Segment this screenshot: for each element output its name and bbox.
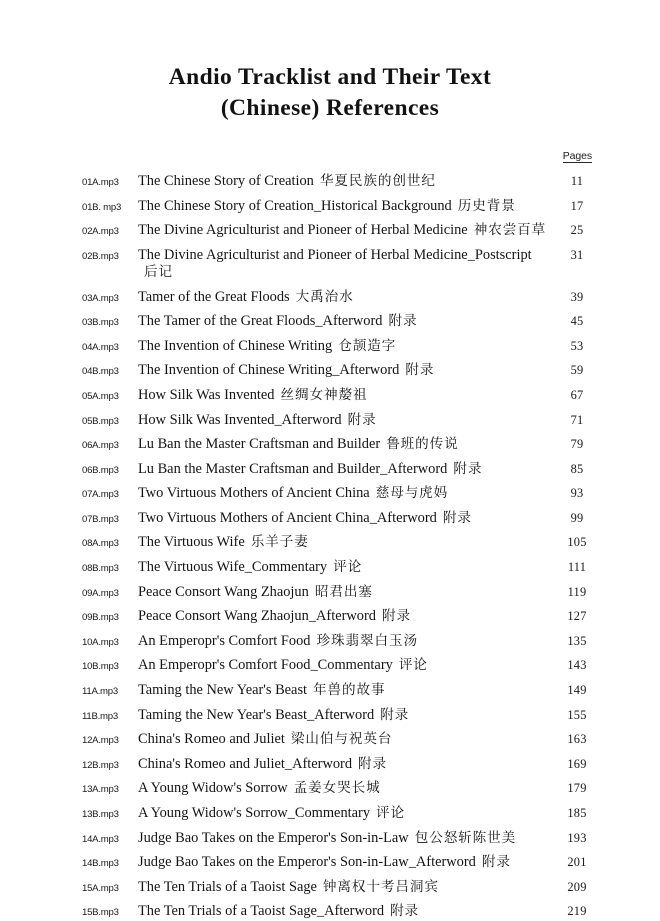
track-title [138,854,554,872]
track-title-chinese: 梁山伯与祝英台 [290,731,393,748]
track-row [82,387,600,405]
track-title-english: China's Romeo and Juliet [138,731,285,748]
track-title-english: Taming the New Year's Beast_Afterword [138,706,375,723]
track-page-number: 149 [567,683,587,698]
track-file-id: 13A.mp3 [82,784,119,796]
track-row [82,830,600,848]
pages-column-header-row [0,146,660,164]
track-page-number: 135 [567,633,587,648]
track-title-english: How Silk Was Invented_Afterword [138,411,342,428]
track-title-english: The Virtuous Wife_Commentary [138,559,328,576]
track-file-id: 06A.mp3 [82,440,119,452]
track-page-number: 93 [570,486,584,501]
track-file-id: 12B.mp3 [82,759,119,771]
track-title [138,412,554,430]
track-file-id: 04B.mp3 [82,366,119,378]
track-title [138,830,554,848]
track-title-chinese: 华夏民族的创世纪 [319,172,436,189]
track-title [138,313,554,331]
track-title-chinese: 乐羊子妻 [250,534,309,551]
track-title [138,633,554,651]
track-title-english: The Virtuous Wife [138,534,245,551]
track-title-chinese: 附录 [358,755,388,772]
track-file-id: 14A.mp3 [82,833,119,845]
track-file-id: 10A.mp3 [82,636,119,648]
track-page-number: 209 [567,879,587,894]
track-page-number: 85 [570,461,584,476]
track-title [138,173,554,191]
track-file-id: 11B.mp3 [82,710,118,722]
track-row [82,707,600,725]
track-file-id: 09B.mp3 [82,612,119,624]
track-title-chinese: 评论 [333,559,363,576]
track-page-number: 163 [567,732,587,747]
track-file-id: 10B.mp3 [82,661,119,673]
track-title-chinese: 神农尝百草 [473,222,547,239]
track-title-english: How Silk Was Invented [138,386,275,403]
track-title-english: A Young Widow's Sorrow [138,780,288,797]
track-page-number: 71 [570,412,584,427]
track-page-number: 99 [570,510,584,525]
track-title-chinese: 年兽的故事 [313,682,386,699]
track-page-number: 25 [570,223,584,238]
track-title-chinese: 附录 [380,706,410,723]
track-page-number: 79 [570,437,584,452]
track-row [82,485,600,503]
track-file-id: 13B.mp3 [82,809,119,820]
track-page-number: 201 [567,855,587,870]
track-row [82,559,600,577]
track-row [82,780,600,798]
track-title-chinese: 附录 [390,903,420,920]
track-row [82,731,600,749]
track-title [138,780,554,798]
track-row [82,173,600,191]
track-page-number: 127 [567,609,587,624]
track-title-english: Peace Consort Wang Zhaojun [138,583,309,600]
track-title-english: The Chinese Story of Creation [138,172,314,189]
track-row [82,854,600,872]
track-page-number: 105 [567,535,587,550]
track-title [138,338,554,356]
track-file-id: 08B.mp3 [82,563,119,575]
track-title-english: An Emperopr's Comfort Food [138,632,311,649]
track-row [82,510,600,528]
track-file-id: 03A.mp3 [82,292,119,304]
track-title-chinese: 钟离权十考吕洞宾 [322,878,439,895]
track-title-chinese: 慈母与虎妈 [375,485,449,502]
track-title-chinese: 评论 [376,805,406,821]
track-title [138,682,554,700]
track-row [82,879,600,897]
track-page-number: 219 [567,904,587,919]
track-row [82,198,600,216]
track-page-number: 11 [570,173,584,188]
track-title [138,247,554,282]
track-file-id: 07B.mp3 [82,513,119,525]
track-title [138,584,554,602]
track-page-number: 59 [570,363,584,378]
track-title [138,289,554,307]
track-title-english: The Ten Trials of a Taoist Sage_Afterword [138,903,385,920]
page-title [0,0,660,125]
track-row [82,903,600,921]
track-title-english: An Emperopr's Comfort Food_Commentary [138,657,393,674]
track-title [138,510,554,528]
track-row [82,412,600,430]
track-title-chinese: 丝绸女神嫠祖 [280,386,368,403]
track-title-english: The Divine Agriculturist and Pioneer of Herbal Medicine [138,222,468,239]
track-title-chinese: 评论 [398,657,428,674]
track-title-chinese: 昭君出塞 [314,583,373,600]
track-title-english: Judge Bao Takes on the Emperor's Son-in-Law [138,829,409,846]
track-page-number: 111 [567,560,587,575]
track-row [82,682,600,700]
track-row [82,362,600,380]
track-title [138,222,554,240]
track-title-chinese: 附录 [442,509,472,526]
track-title [138,485,554,503]
track-file-id: 01A.mp3 [82,176,119,188]
track-row [82,584,600,602]
track-row [82,534,600,552]
track-title-chinese: 后记 [144,264,173,281]
track-title-chinese: 鲁班的传说 [386,436,459,453]
track-title-chinese: 附录 [481,854,511,871]
track-page-number: 31 [570,247,584,262]
pages-column-header: Pages [562,149,592,162]
track-file-id: 04A.mp3 [82,341,119,353]
track-title [138,534,554,552]
tracklist [0,173,660,921]
track-title-english: The Divine Agriculturist and Pioneer of Herbal Medicine_Postscript [138,246,532,263]
track-file-id: 05A.mp3 [82,390,119,402]
track-title-english: Peace Consort Wang Zhaojun_Afterword [138,608,376,625]
track-title-chinese: 大禹治水 [295,288,354,305]
track-file-id: 07A.mp3 [82,489,119,501]
track-title [138,731,554,749]
track-file-id: 02B.mp3 [82,250,119,262]
track-title-english: Taming the New Year's Beast [138,682,308,699]
track-page-number: 193 [567,830,587,845]
track-page-number: 119 [567,584,587,599]
track-page-number: 143 [567,658,587,673]
track-title-english: The Ten Trials of a Taoist Sage [138,878,317,895]
track-title-chinese: 包公怒斩陈世美 [414,829,517,846]
track-title [138,805,554,823]
track-row [82,633,600,651]
track-file-id: 11A.mp3 [82,686,118,698]
track-row [82,805,600,823]
track-file-id: 01B. mp3 [82,201,122,213]
track-title [138,461,554,479]
track-title [138,879,554,897]
track-file-id: 12A.mp3 [82,735,119,747]
track-file-id: 09A.mp3 [82,587,119,599]
track-title [138,198,554,216]
track-page-number: 179 [567,781,587,796]
page-title-line-2: (Chinese) References [220,95,440,122]
track-title-chinese: 孟姜女哭长城 [293,780,381,797]
track-row [82,657,600,675]
track-title [138,362,554,380]
track-title-english: Judge Bao Takes on the Emperor's Son-in-Law_Afterword [138,854,476,871]
track-page-number: 45 [570,314,584,329]
track-title-chinese: 附录 [388,313,418,330]
track-file-id: 15B.mp3 [82,907,119,919]
track-page-number: 39 [570,289,584,304]
track-title-english: The Invention of Chinese Writing_Afterword [138,362,400,379]
track-title [138,707,554,725]
track-title [138,608,554,626]
track-row [82,461,600,479]
track-row [82,313,600,331]
track-file-id: 03B.mp3 [82,317,119,329]
track-row [82,338,600,356]
track-row [82,756,600,774]
page-title-line-1: Andio Tracklist and Their Text [168,64,492,90]
track-title-english: Lu Ban the Master Craftsman and Builder [138,436,381,453]
track-title-chinese: 附录 [381,608,411,625]
track-title-english: The Invention of Chinese Writing [138,337,333,354]
track-row [82,608,600,626]
track-file-id: 05B.mp3 [82,415,119,427]
track-title-english: Tamer of the Great Floods [138,288,290,305]
track-page-number: 53 [570,338,584,353]
track-title-english: Two Virtuous Mothers of Ancient China_Afterword [138,509,437,526]
track-title [138,657,554,675]
track-title-chinese: 附录 [453,460,483,477]
track-title-chinese: 仓颉造字 [338,337,397,354]
track-row [82,289,600,307]
track-row [82,436,600,454]
track-row [82,247,600,282]
track-title-chinese: 附录 [405,362,435,379]
track-file-id: 14B.mp3 [82,858,119,870]
track-title-chinese: 珍珠翡翠白玉汤 [316,632,418,649]
track-title-english: China's Romeo and Juliet_Afterword [138,755,353,772]
track-page-number: 67 [570,387,584,402]
track-title [138,756,554,774]
track-page-number: 185 [567,806,587,820]
track-title-english: The Chinese Story of Creation_Historical Background [138,197,452,214]
track-title-english: Lu Ban the Master Craftsman and Builder_Afterword [138,460,448,477]
track-file-id: 06B.mp3 [82,464,119,476]
track-file-id: 15A.mp3 [82,882,119,894]
track-page-number: 169 [567,756,587,771]
track-page-number: 155 [567,707,587,722]
track-title-english: The Tamer of the Great Floods_Afterword [138,313,383,330]
track-title-english: Two Virtuous Mothers of Ancient China [138,485,370,502]
track-title [138,559,554,577]
track-row [82,222,600,240]
track-file-id: 08A.mp3 [82,538,119,550]
track-title-english: A Young Widow's Sorrow_Commentary [138,805,371,821]
track-title [138,387,554,405]
track-title [138,903,554,921]
track-title-chinese: 附录 [347,411,377,428]
track-file-id: 02A.mp3 [82,226,119,238]
track-title-chinese: 历史背景 [457,197,516,214]
track-page-number: 17 [570,198,584,213]
track-title [138,436,554,454]
